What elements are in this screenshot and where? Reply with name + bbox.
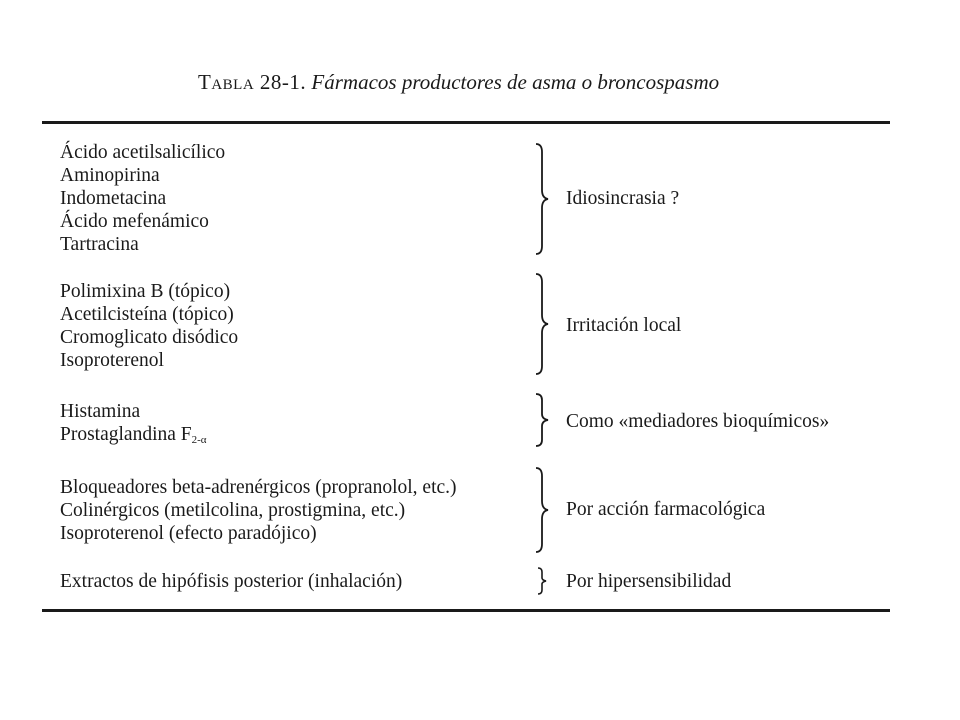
drug-item: Acetilcisteína (tópico) [60,304,234,325]
drug-name: Prostaglandina F [60,424,192,445]
drug-item: Isoproterenol (efecto paradójico) [60,523,317,544]
drug-item [60,423,207,452]
curly-brace-icon [528,142,550,256]
drug-item: Polimixina B (tópico) [60,281,231,302]
drug-item: Ácido acetilsalicílico [60,142,226,163]
drug-item: Isoproterenol [60,350,164,371]
drug-subscript: 2-α [191,434,207,446]
table-title-text: Fármacos productores de asma o broncospasmo [311,70,720,94]
drug-item: Ácido mefenámico [60,211,209,232]
top-rule [42,121,890,124]
bottom-rule [42,609,890,612]
drug-item: Indometacina [60,188,167,209]
drug-item: Bloqueadores beta-adrenérgicos (propranolol, etc.) [60,477,457,498]
drug-item: Extractos de hipófisis posterior (inhalación) [60,571,403,592]
effect-label: Como «mediadores bioquímicos» [566,411,830,432]
effect-label: Irritación local [566,315,682,336]
curly-brace-icon [528,392,550,448]
drug-item: Histamina [60,401,141,422]
effect-label: Por acción farmacológica [566,499,766,520]
table-title-label: Tabla 28-1. [198,70,307,94]
effect-label: Idiosincrasia ? [566,188,680,209]
curly-brace-icon [528,566,550,596]
drug-item: Tartracina [60,234,139,255]
curly-brace-icon [528,272,550,376]
drug-item: Colinérgicos (metilcolina, prostigmina, etc.) [60,500,406,521]
curly-brace-icon [528,466,550,554]
table-title [198,70,719,95]
drug-item: Aminopirina [60,165,160,186]
drug-item: Cromoglicato disódico [60,327,239,348]
effect-label: Por hipersensibilidad [566,571,732,592]
